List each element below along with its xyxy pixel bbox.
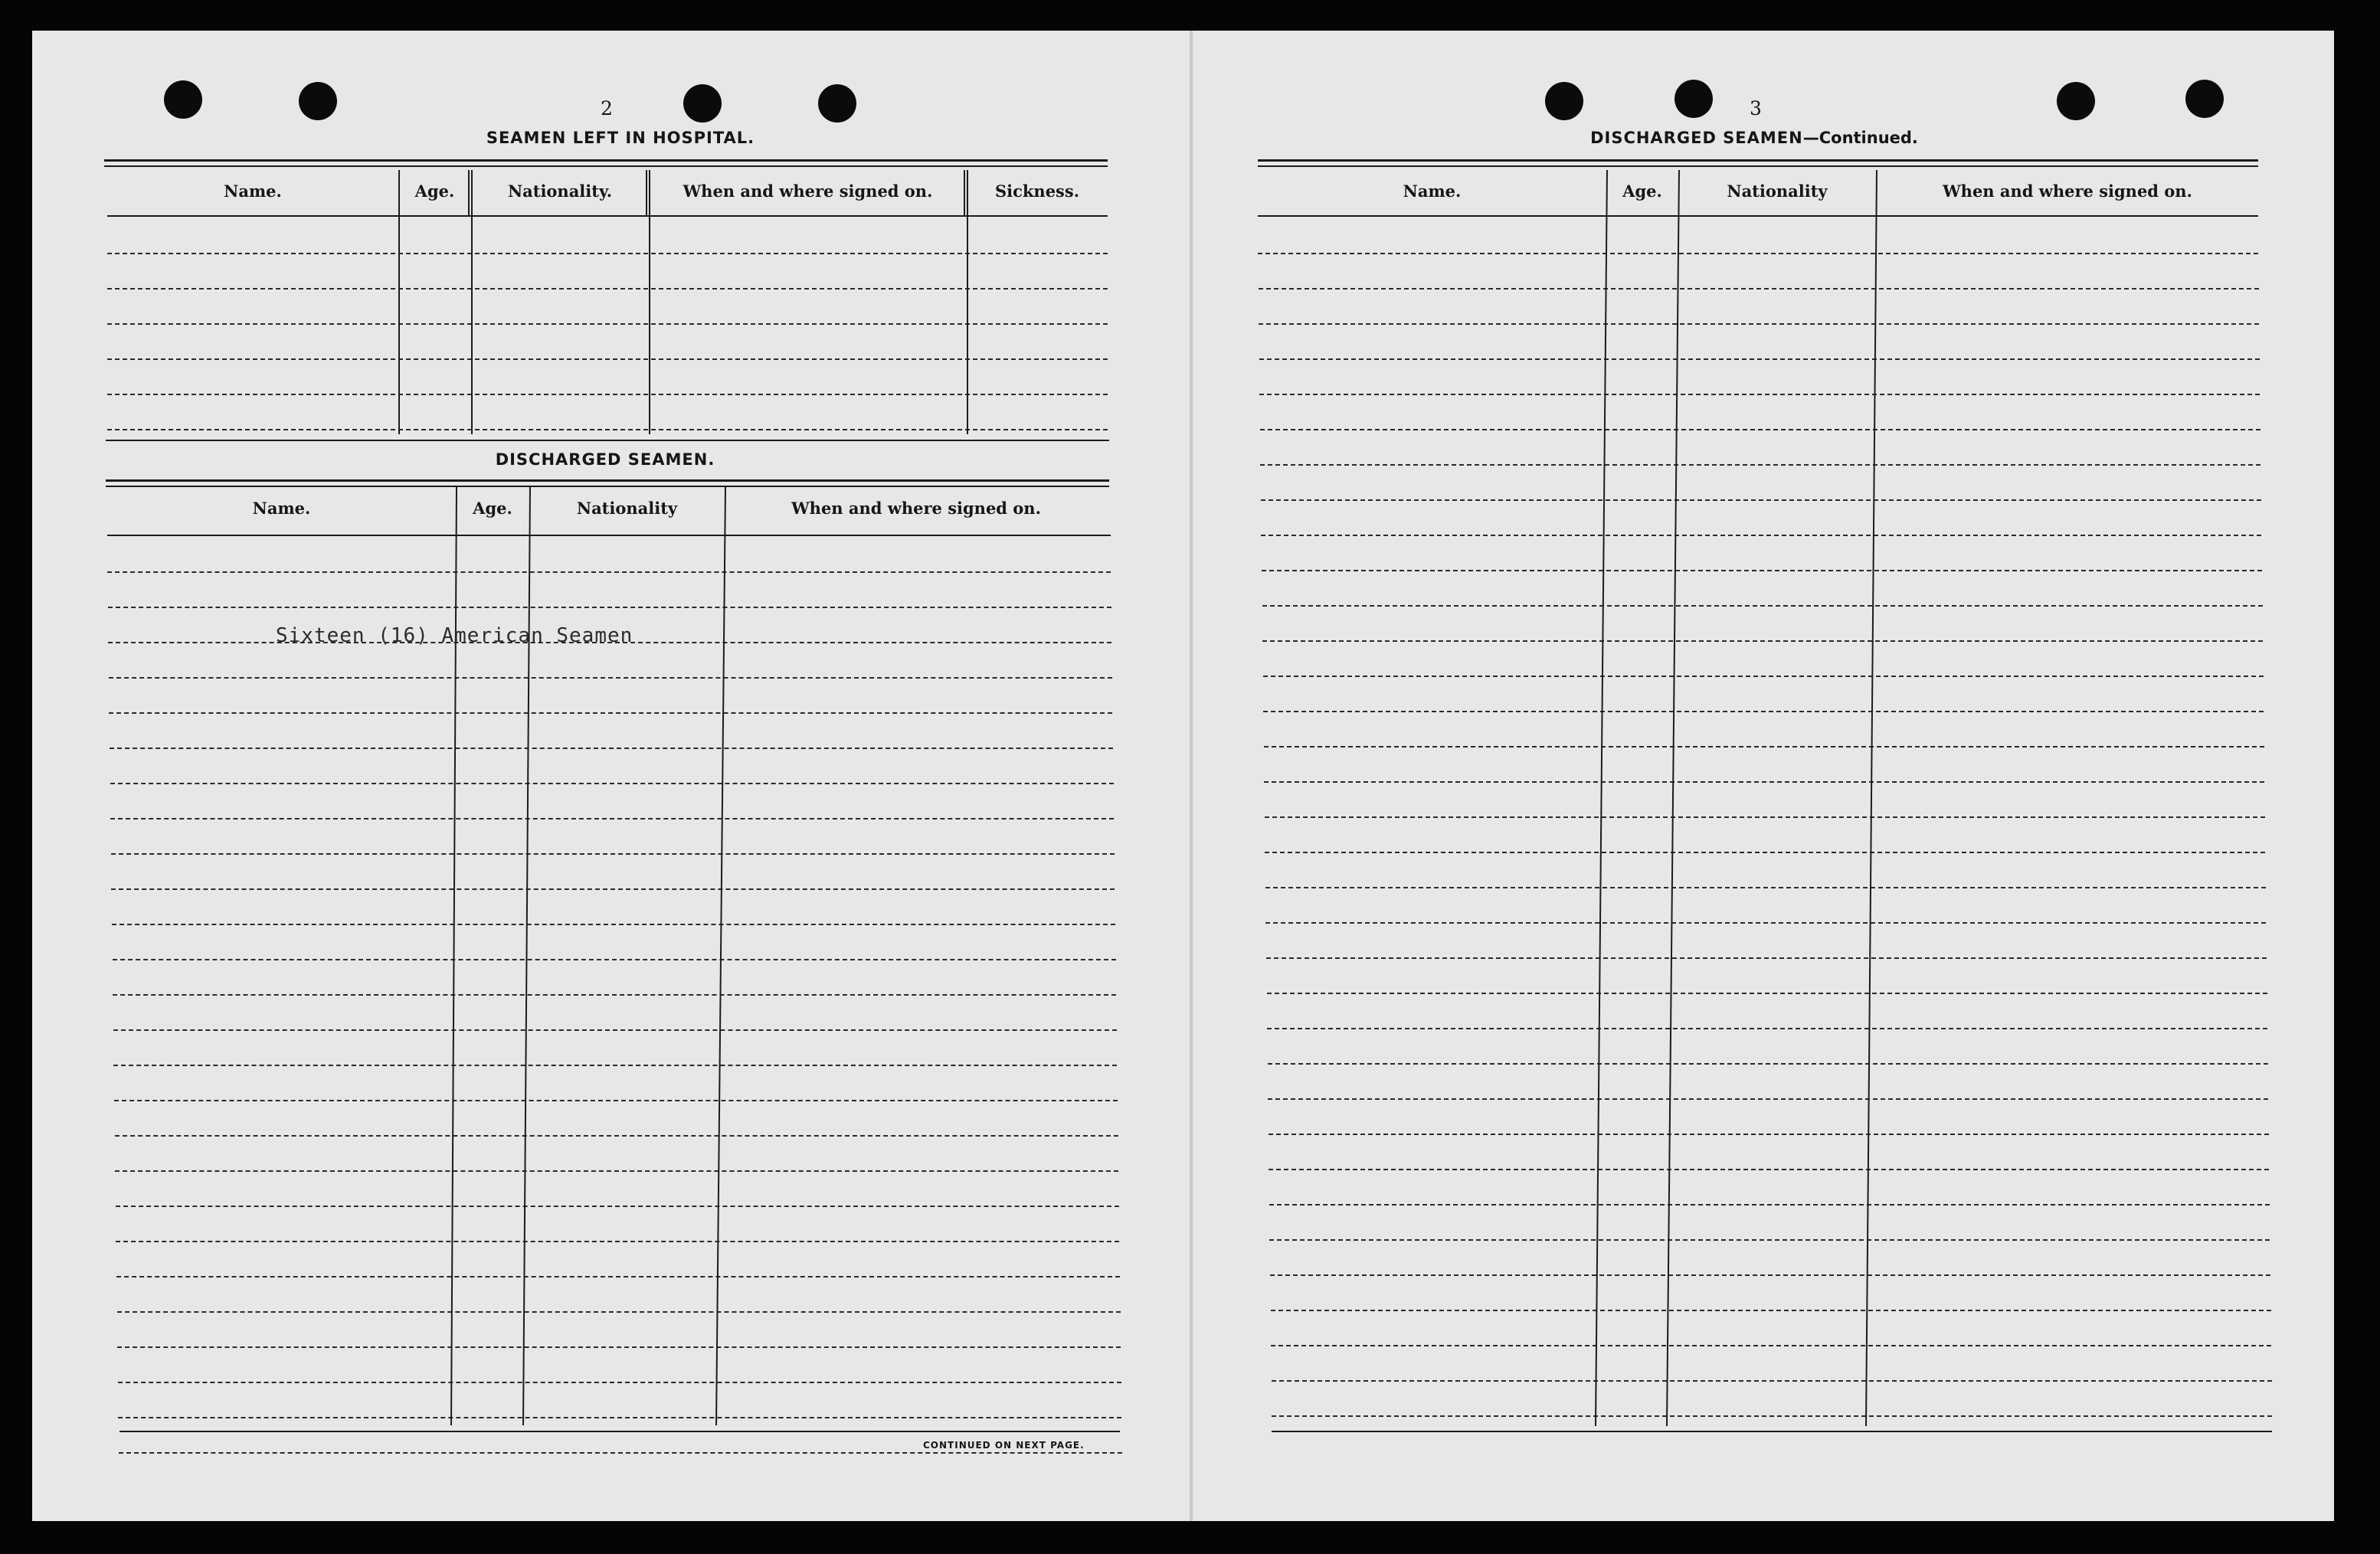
hospital-row-line (107, 358, 1108, 360)
hospital-row-line (107, 429, 1108, 430)
right-row-line (1259, 358, 2260, 360)
hospital-column-divider (967, 170, 968, 434)
discharged-row-line (115, 1170, 1118, 1172)
punch-hole (164, 80, 202, 119)
right-row-line (1272, 1415, 2272, 1417)
typed-entry: Sixteen (16) American Seamen (276, 624, 633, 647)
right-row-line (1266, 957, 2267, 959)
continued-note: CONTINUED ON NEXT PAGE. (923, 1440, 1085, 1451)
discharged-top-rule (106, 479, 1109, 482)
right-row-line (1265, 887, 2266, 888)
punch-hole (1675, 80, 1713, 118)
discharged-row-line (118, 1417, 1121, 1418)
discharged-row-line (112, 924, 1115, 925)
right-top-rule (1258, 159, 2258, 162)
right-row-line (1269, 1239, 2270, 1241)
hospital-col-age: Age. (414, 182, 455, 201)
right-row-line (1261, 535, 2261, 536)
right-row-line (1267, 993, 2267, 994)
right-col-age: Age. (1622, 182, 1662, 201)
right-row-line (1265, 922, 2266, 924)
discharged-row-line (111, 853, 1115, 855)
right-row-line (1264, 746, 2264, 748)
right-row-line (1262, 570, 2262, 571)
right-row-line (1264, 781, 2264, 783)
discharged-bottom-rule (119, 1431, 1120, 1432)
discharged-row-line (117, 1311, 1121, 1313)
page-number-left: 2 (601, 97, 613, 119)
discharged-row-line (116, 1241, 1119, 1242)
hospital-col-sickness: Sickness. (994, 182, 1080, 201)
right-row-line (1261, 499, 2261, 501)
discharged-row-line (117, 1346, 1121, 1348)
page-fold (1190, 31, 1193, 1521)
hospital-col-name: Name. (224, 182, 282, 201)
right-row-line (1269, 1204, 2270, 1206)
right-row-line (1260, 464, 2261, 466)
hospital-header-underline (107, 215, 1108, 217)
hospital-column-divider (468, 170, 470, 216)
discharged-top-rule (106, 486, 1109, 487)
discharged-row-line (107, 571, 1111, 573)
discharged-top-rule (106, 440, 1109, 441)
discharged-row-line (110, 748, 1113, 749)
discharged-col-nationality: Nationality (576, 499, 678, 518)
continued-section-title-main: DISCHARGED SEAMEN (1590, 129, 1803, 147)
right-row-line (1269, 1169, 2269, 1170)
right-row-line (1262, 605, 2263, 607)
hospital-column-divider (964, 170, 965, 216)
right-row-line (1259, 323, 2259, 325)
discharged-row-line (114, 1100, 1118, 1101)
discharged-row-line (113, 1065, 1117, 1066)
discharged-row-line (111, 888, 1115, 890)
discharged-row-line (110, 818, 1114, 820)
hospital-column-divider (471, 170, 473, 434)
right-row-line (1267, 1028, 2267, 1029)
right-col-name: Name. (1403, 182, 1462, 201)
hospital-row-line (107, 253, 1108, 254)
discharged-row-line (116, 1206, 1119, 1207)
discharged-row-line (113, 959, 1116, 960)
page-number-right: 3 (1750, 97, 1762, 119)
right-row-line (1271, 1345, 2271, 1346)
right-col-signed-on: When and where signed on. (1943, 182, 2192, 201)
discharged-row-line (109, 677, 1112, 679)
punch-hole (818, 84, 856, 123)
hospital-top-rule (104, 159, 1108, 162)
hospital-col-nationality: Nationality. (507, 182, 613, 201)
punch-hole (299, 82, 337, 120)
punch-hole (2185, 80, 2224, 118)
discharged-row-line (108, 607, 1111, 608)
right-row-line (1263, 711, 2264, 712)
right-row-line (1268, 1063, 2268, 1065)
discharged-col-signed-on: When and where signed on. (791, 499, 1041, 518)
hospital-row-line (107, 323, 1108, 325)
right-row-line (1271, 1310, 2271, 1311)
discharged-row-line (115, 1135, 1118, 1137)
right-row-line (1269, 1134, 2269, 1135)
hospital-row-line (107, 288, 1108, 290)
discharged-row-line (116, 1276, 1120, 1278)
right-bottom-rule (1272, 1431, 2272, 1432)
right-row-line (1265, 852, 2265, 853)
right-row-line (1262, 640, 2263, 642)
hospital-section-title: SEAMEN LEFT IN HOSPITAL. (486, 129, 755, 147)
right-row-line (1265, 816, 2265, 818)
hospital-row-line (107, 394, 1108, 395)
discharged-col-age: Age. (473, 499, 512, 518)
right-row-line (1263, 676, 2264, 677)
hospital-col-signed-on: When and where signed on. (683, 182, 933, 201)
discharged-header-underline (107, 535, 1111, 536)
hospital-column-divider (398, 170, 400, 434)
right-row-line (1259, 288, 2259, 290)
discharged-row-line (109, 712, 1112, 714)
punch-hole (683, 84, 722, 123)
right-col-nationality: Nationality (1727, 182, 1828, 201)
punch-hole (1545, 82, 1583, 120)
discharged-row-line (113, 1029, 1117, 1031)
hospital-top-rule (104, 165, 1108, 167)
punch-hole (2057, 82, 2095, 120)
right-top-rule (1258, 165, 2258, 167)
right-row-line (1260, 429, 2261, 430)
right-row-line (1259, 394, 2260, 395)
right-header-underline (1258, 215, 2258, 217)
discharged-row-line (119, 1452, 1122, 1454)
right-row-line (1268, 1098, 2268, 1100)
discharged-col-name: Name. (252, 499, 311, 518)
continued-section-title (1540, 129, 1969, 147)
discharged-row-line (113, 994, 1116, 996)
hospital-column-divider (646, 170, 647, 216)
discharged-row-line (118, 1382, 1121, 1383)
right-row-line (1272, 1380, 2272, 1382)
discharged-row-line (110, 783, 1114, 784)
continued-section-title-suffix: —Continued. (1802, 129, 1918, 147)
discharged-section-title: DISCHARGED SEAMEN. (495, 450, 715, 469)
right-row-line (1258, 253, 2258, 254)
hospital-column-divider (649, 170, 650, 434)
right-row-line (1270, 1274, 2270, 1276)
